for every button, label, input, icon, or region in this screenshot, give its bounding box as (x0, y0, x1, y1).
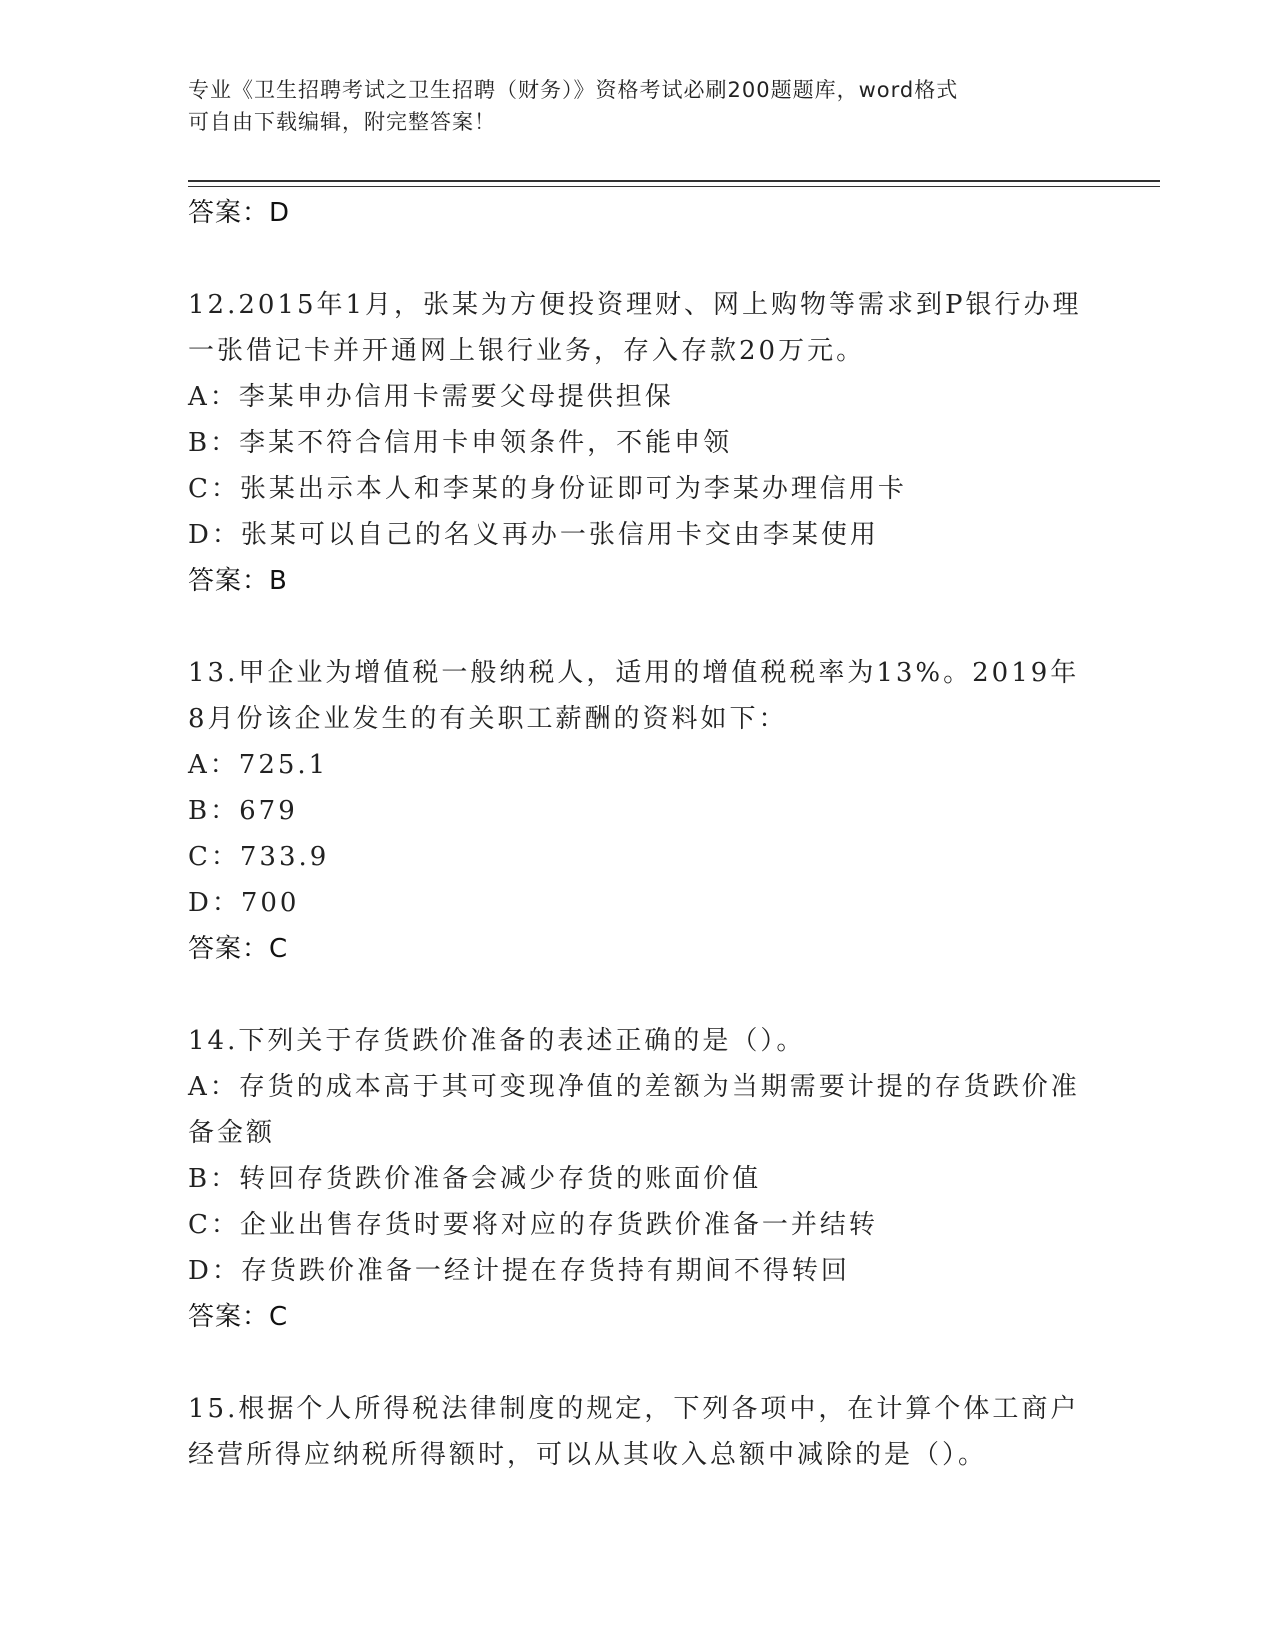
option-a: A：725.1 (188, 750, 329, 780)
option-b: B：李某不符合信用卡申领条件，不能申领 (188, 428, 733, 458)
option-c: C：张某出示本人和李某的身份证即可为李某办理信用卡 (188, 474, 907, 504)
question-text: 15.根据个人所得税法律制度的规定，下列各项中，在计算个体工商户经营所得应纳税所得额时，可以从其收入总额中减除的是（）。 (188, 1394, 1080, 1470)
answer-line: 答案：D (188, 198, 291, 228)
answer-line: 答案：B (188, 566, 288, 596)
option-d: D：张某可以自己的名义再办一张信用卡交由李某使用 (188, 520, 879, 550)
question-12 (188, 282, 1088, 604)
question-15 (188, 1386, 1088, 1478)
option-c: C：企业出售存货时要将对应的存货跌价准备一并结转 (188, 1210, 878, 1240)
question-13 (188, 650, 1088, 972)
answer-line: 答案：C (188, 934, 289, 964)
option-a: A：存货的成本高于其可变现净值的差额为当期需要计提的存货跌价准备金额 (188, 1072, 1080, 1148)
header-line-2: 可自由下载编辑，附完整答案！ (188, 110, 496, 134)
option-c: C：733.9 (188, 842, 330, 872)
option-d: D：700 (188, 888, 300, 918)
question-14 (188, 1018, 1088, 1340)
header-line-1: 专业《卫生招聘考试之卫生招聘（财务）》资格考试必刷200题题库，word格式 (188, 78, 959, 102)
option-a: A：李某申办信用卡需要父母提供担保 (188, 382, 674, 412)
question-text: 12.2015年1月，张某为方便投资理财、网上购物等需求到P银行办理一张借记卡并开通网上银行业务，存入存款20万元。 (188, 290, 1082, 366)
option-b: B：679 (188, 796, 298, 826)
question-list (188, 190, 1088, 1478)
document-header (188, 74, 1088, 138)
header-divider-thin (188, 186, 1160, 187)
option-b: B：转回存货跌价准备会减少存货的账面价值 (188, 1164, 762, 1194)
option-d: D：存货跌价准备一经计提在存货持有期间不得转回 (188, 1256, 850, 1286)
question-text: 13.甲企业为增值税一般纳税人，适用的增值税税率为13%。2019年8月份该企业发生的有关职工薪酬的资料如下： (188, 658, 1080, 734)
header-divider-thick (188, 180, 1160, 182)
answer-line: 答案：C (188, 1302, 289, 1332)
question-text: 14.下列关于存货跌价准备的表述正确的是（）。 (188, 1026, 806, 1056)
